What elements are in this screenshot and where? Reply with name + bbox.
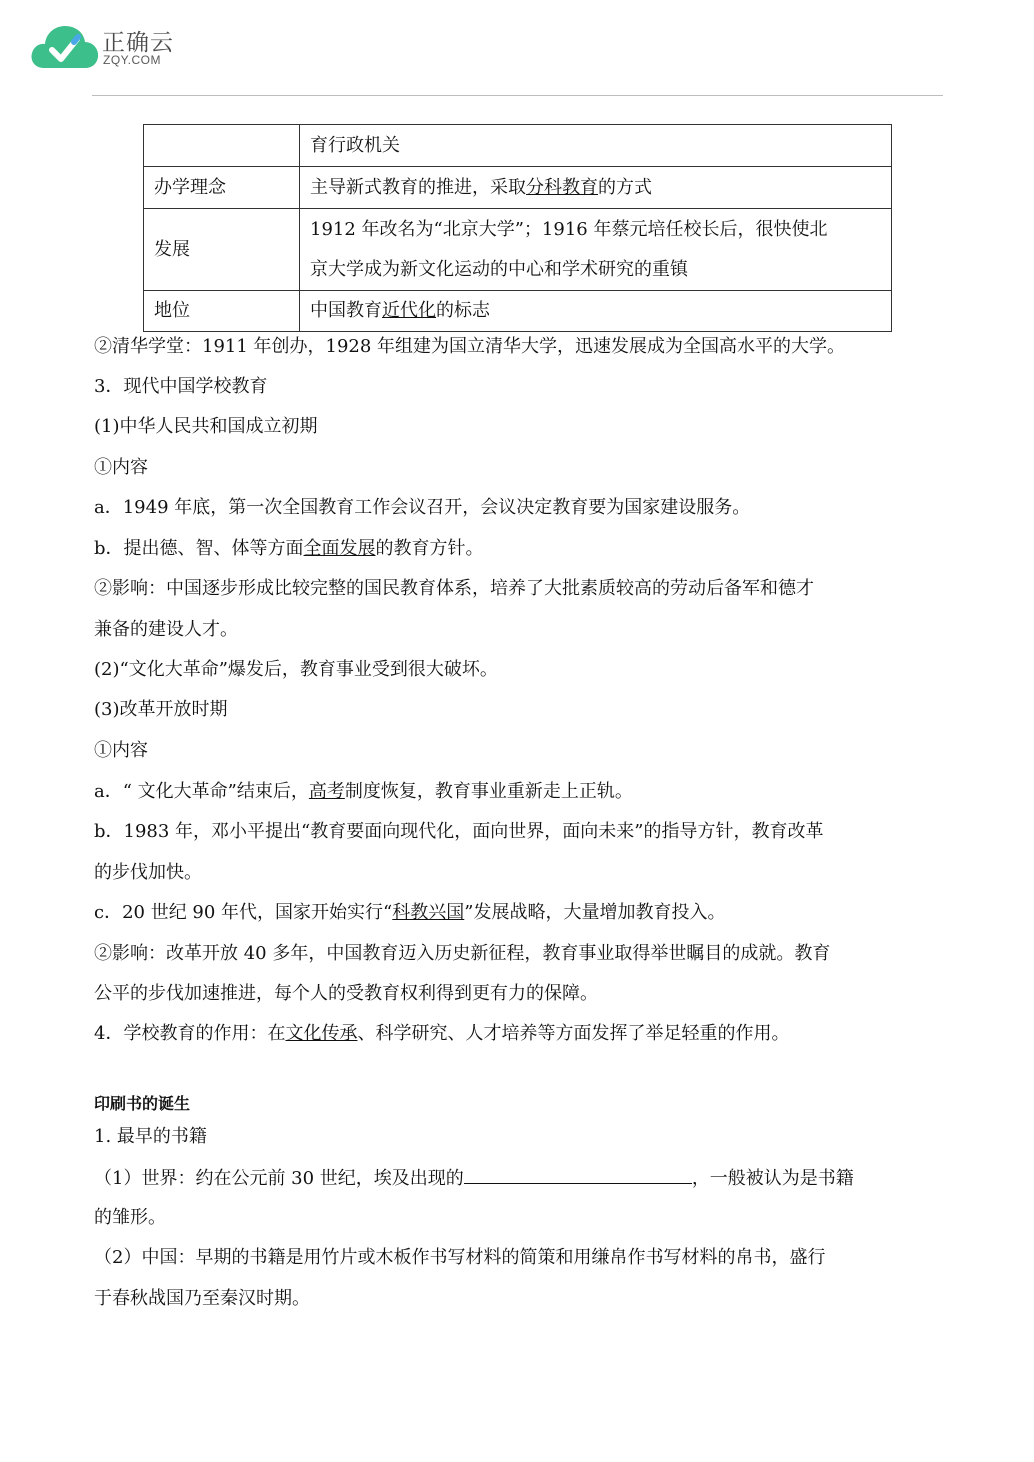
table-row bbox=[144, 209, 892, 291]
paragraph: ②影响：中国逐步形成比较完整的国民教育体系，培养了大批素质较高的劳动后备军和德才 bbox=[94, 578, 814, 599]
paragraph: （2）中国：早期的书籍是用竹片或木板作书写材料的简策和用缣帛作书写材料的帛书，盛行 bbox=[94, 1247, 826, 1268]
text: a．“ 文化大革命”结束后， bbox=[94, 781, 309, 802]
paragraph: b．1983 年，邓小平提出“教育要面向现代化，面向世界，面向未来”的指导方针，教育改革 bbox=[94, 821, 824, 842]
text: （1）世界：约在公元前 30 世纪，埃及出现的 bbox=[94, 1168, 464, 1189]
cloud-check-icon bbox=[30, 22, 100, 72]
paragraph: (3)改革开放时期 bbox=[94, 699, 228, 720]
paragraph: ②影响：改革开放 40 多年，中国教育迈入历史新征程，教育事业取得举世瞩目的成就。教育 bbox=[94, 943, 831, 964]
text: ，一般被认为是书籍 bbox=[691, 1168, 854, 1189]
paragraph: 的步伐加快。 bbox=[94, 862, 202, 883]
cell-text: 1912 年改名为“北京大学”；1916 年蔡元培任校长后，很快使北 bbox=[310, 218, 828, 240]
paragraph: (2)“文化大革命”爆发后，教育事业受到很大破坏。 bbox=[94, 659, 498, 680]
cell-text: 的标志 bbox=[436, 300, 490, 321]
table-row bbox=[144, 125, 892, 167]
header-divider bbox=[92, 95, 943, 96]
table-row bbox=[144, 167, 892, 209]
text: 制度恢复，教育事业重新走上正轨。 bbox=[344, 781, 633, 802]
underlined-term: 文化传承 bbox=[285, 1023, 358, 1044]
cell-text: 京大学成为新文化运动的中心和学术研究的重镇 bbox=[310, 258, 688, 280]
cell-text: 育行政机关 bbox=[310, 134, 400, 156]
paragraph: 的雏形。 bbox=[94, 1207, 166, 1228]
paragraph bbox=[94, 901, 725, 925]
table-cell-value bbox=[300, 167, 892, 209]
table-cell-label: 办学理念 bbox=[144, 167, 300, 209]
underlined-term: 科教兴国 bbox=[392, 902, 465, 923]
section-heading: 3．现代中国学校教育 bbox=[94, 376, 268, 397]
paragraph bbox=[94, 537, 484, 561]
cell-text: 中国教育 bbox=[310, 300, 382, 321]
table-row bbox=[144, 291, 892, 332]
underlined-term: 近代化 bbox=[382, 300, 436, 321]
paragraph: (1)中华人民共和国成立初期 bbox=[94, 416, 318, 437]
text: b．提出德、智、体等方面 bbox=[94, 538, 304, 559]
paragraph: a．1949 年底，第一次全国教育工作会议召开，会议决定教育要为国家建设服务。 bbox=[94, 497, 751, 518]
underlined-term: 分科教育 bbox=[526, 176, 598, 198]
table-cell-value bbox=[300, 209, 892, 291]
table-cell-label bbox=[144, 125, 300, 167]
table-cell-label: 地位 bbox=[144, 291, 300, 332]
paragraph bbox=[94, 780, 633, 804]
section-title: 印刷书的诞生 bbox=[94, 1094, 191, 1113]
paragraph: 兼备的建设人才。 bbox=[94, 619, 238, 640]
paragraph: ①内容 bbox=[94, 457, 148, 478]
brand-name: 正确云 bbox=[102, 30, 174, 56]
zqy-logo bbox=[30, 22, 210, 76]
university-info-table bbox=[143, 124, 892, 332]
brand-domain: ZQY.COM bbox=[103, 53, 161, 67]
underlined-term: 高考 bbox=[308, 781, 345, 802]
paragraph bbox=[94, 1165, 854, 1191]
paragraph bbox=[94, 1022, 789, 1046]
cell-text: 的方式 bbox=[598, 176, 652, 198]
paragraph: 公平的步伐加速推进，每个人的受教育权利得到更有力的保障。 bbox=[94, 983, 598, 1004]
paragraph: 1. 最早的书籍 bbox=[94, 1126, 207, 1147]
fill-in-blank[interactable] bbox=[464, 1165, 692, 1184]
paragraph: ①内容 bbox=[94, 740, 148, 761]
table-cell-value bbox=[300, 125, 892, 167]
table-cell-value bbox=[300, 291, 892, 332]
underlined-term: 全面发展 bbox=[303, 538, 376, 559]
text: c．20 世纪 90 年代，国家开始实行“ bbox=[94, 902, 393, 923]
paragraph: 于春秋战国乃至秦汉时期。 bbox=[94, 1288, 310, 1309]
text: 的教育方针。 bbox=[375, 538, 484, 559]
text: 4．学校教育的作用：在 bbox=[94, 1023, 286, 1044]
table-cell-label: 发展 bbox=[144, 209, 300, 291]
text: ”发展战略，大量增加教育投入。 bbox=[464, 902, 726, 923]
text: 、科学研究、人才培养等方面发挥了举足轻重的作用。 bbox=[357, 1023, 790, 1044]
paragraph: ②清华学堂：1911 年创办，1928 年组建为国立清华大学，迅速发展成为全国高水平的大学。 bbox=[94, 336, 846, 357]
cell-text: 主导新式教育的推进，采取 bbox=[310, 176, 526, 198]
